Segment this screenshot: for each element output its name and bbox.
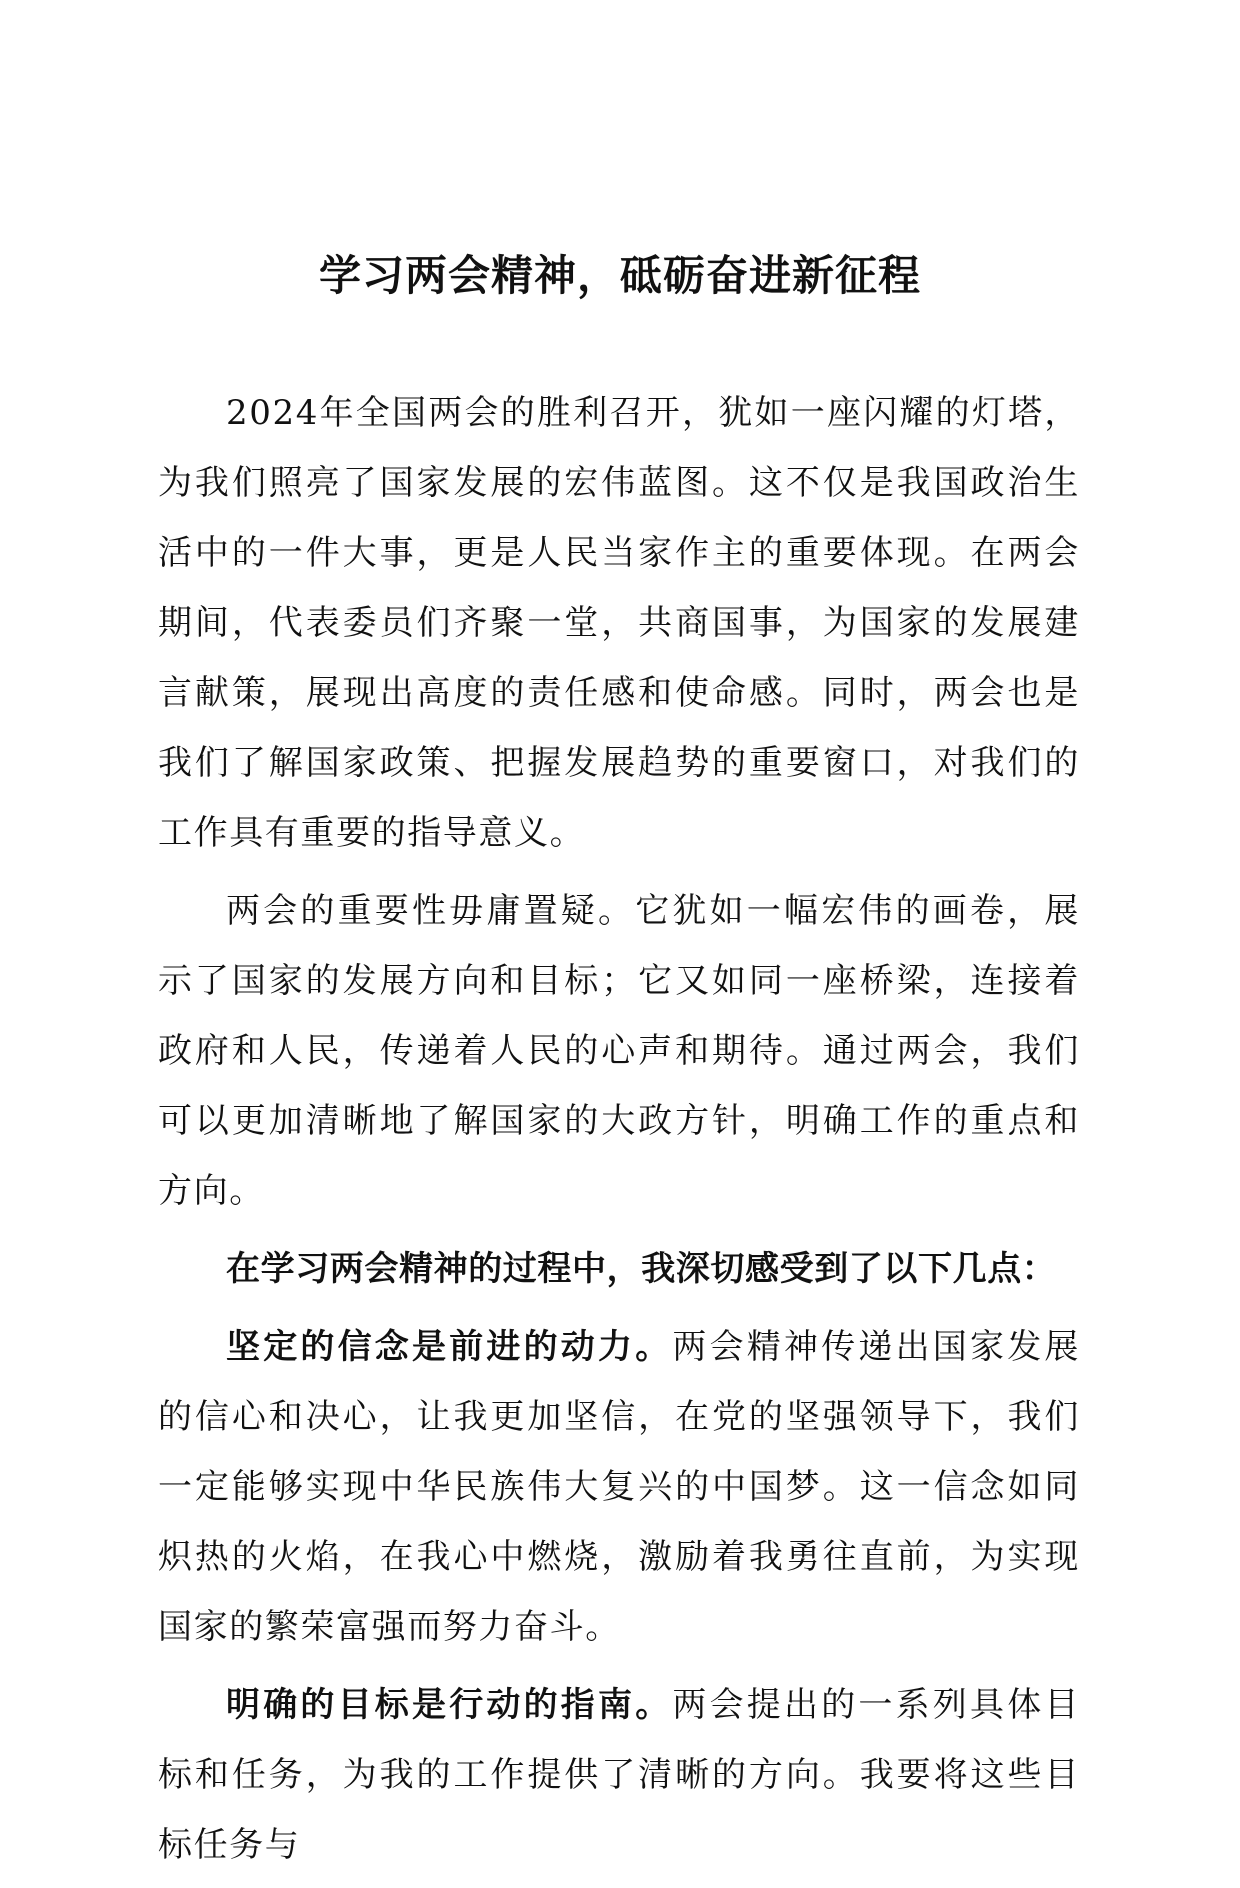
paragraph-text: 2024年全国两会的胜利召开，犹如一座闪耀的灯塔，为我们照亮了国家发展的宏伟蓝图。这不仅是我国政治生活中的一件大事，更是人民当家作主的重要体现。在两会期间，代表委员们齐聚一堂，共商国事，为国家的发展建言献策，展现出高度的责任感和使命感。同时，两会也是我们了解国家政策、把握发展趋势的重要窗口，对我们的工作具有重要的指导意义。: [158, 393, 1080, 853]
document-title: 学习两会精神，砥砺奋进新征程: [318, 251, 921, 300]
paragraph-importance: [158, 876, 1080, 1226]
heading-text: 在学习两会精神的过程中，我深切感受到了以下几点：: [226, 1249, 1057, 1289]
document-body: [158, 378, 1080, 1888]
paragraph-text: 两会的重要性毋庸置疑。它犹如一幅宏伟的画卷，展示了国家的发展方向和目标；它又如同一座桥梁，连接着政府和人民，传递着人民的心声和期待。通过两会，我们可以更加清晰地了解国家的大政方针，明确工作的重点和方向。: [158, 891, 1080, 1211]
paragraph-belief: [158, 1312, 1080, 1662]
paragraph-text: 两会提出的一系列具体目标和任务，为我的工作提供了清晰的方向。我要将这些目标任务与: [158, 1685, 1080, 1865]
paragraph-text: 两会精神传递出国家发展的信心和决心，让我更加坚信，在党的坚强领导下，我们一定能够实现中华民族伟大复兴的中国梦。这一信念如同炽热的火焰，在我心中燃烧，激励着我勇往直前，为实现国家的繁荣富强而努力奋斗。: [158, 1327, 1080, 1647]
paragraph-lead-sentence: 明确的目标是行动的指南。: [226, 1685, 673, 1725]
section-heading: [158, 1234, 1080, 1304]
paragraph-intro: [158, 378, 1080, 868]
paragraph-lead-sentence: 坚定的信念是前进的动力。: [226, 1327, 673, 1367]
paragraph-goal: [158, 1670, 1080, 1880]
